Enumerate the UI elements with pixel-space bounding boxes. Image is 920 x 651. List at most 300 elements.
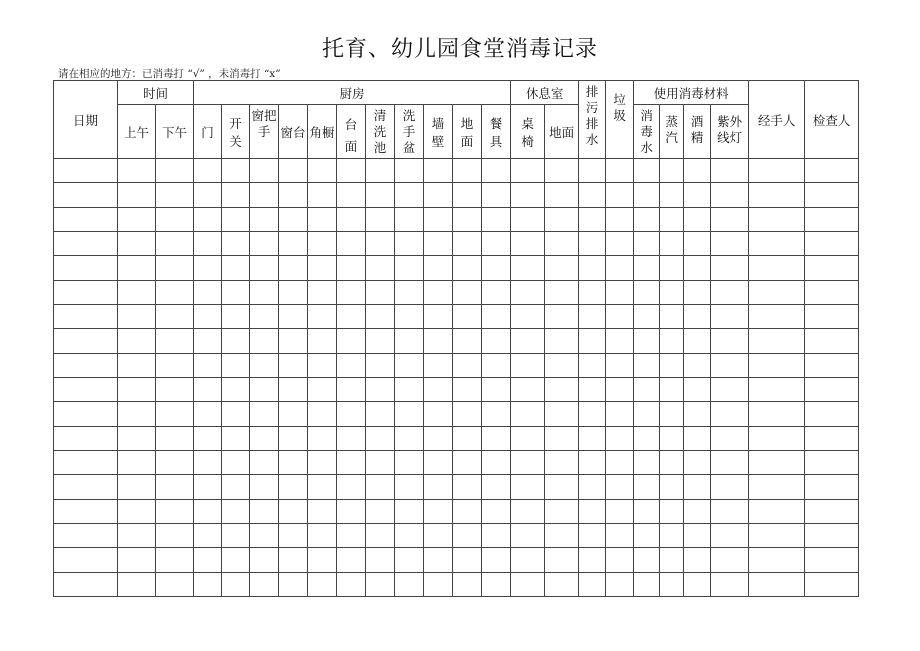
- record-cell[interactable]: [250, 183, 279, 207]
- record-cell[interactable]: [54, 159, 118, 183]
- record-cell[interactable]: [711, 548, 749, 572]
- record-cell[interactable]: [308, 426, 337, 450]
- record-cell[interactable]: [366, 304, 395, 328]
- record-cell[interactable]: [711, 353, 749, 377]
- record-cell[interactable]: [424, 523, 453, 547]
- record-cell[interactable]: [194, 499, 222, 523]
- record-cell[interactable]: [805, 572, 859, 596]
- record-cell[interactable]: [684, 402, 711, 426]
- record-cell[interactable]: [805, 548, 859, 572]
- record-cell[interactable]: [54, 304, 118, 328]
- record-cell[interactable]: [660, 256, 684, 280]
- record-cell[interactable]: [54, 353, 118, 377]
- record-cell[interactable]: [337, 329, 366, 353]
- record-cell[interactable]: [118, 329, 156, 353]
- record-cell[interactable]: [545, 377, 579, 401]
- record-cell[interactable]: [453, 329, 482, 353]
- record-cell[interactable]: [279, 207, 308, 231]
- record-cell[interactable]: [279, 450, 308, 474]
- record-cell[interactable]: [749, 450, 805, 474]
- record-cell[interactable]: [222, 304, 250, 328]
- record-cell[interactable]: [579, 304, 606, 328]
- record-cell[interactable]: [511, 329, 545, 353]
- record-cell[interactable]: [511, 256, 545, 280]
- record-cell[interactable]: [156, 353, 194, 377]
- record-cell[interactable]: [54, 426, 118, 450]
- record-cell[interactable]: [194, 450, 222, 474]
- record-cell[interactable]: [545, 304, 579, 328]
- record-cell[interactable]: [337, 548, 366, 572]
- record-cell[interactable]: [606, 523, 634, 547]
- record-cell[interactable]: [749, 523, 805, 547]
- record-cell[interactable]: [424, 256, 453, 280]
- record-cell[interactable]: [749, 207, 805, 231]
- record-cell[interactable]: [337, 572, 366, 596]
- record-cell[interactable]: [308, 256, 337, 280]
- record-cell[interactable]: [366, 499, 395, 523]
- record-cell[interactable]: [222, 377, 250, 401]
- record-cell[interactable]: [395, 256, 424, 280]
- record-cell[interactable]: [54, 450, 118, 474]
- record-cell[interactable]: [194, 377, 222, 401]
- record-cell[interactable]: [54, 572, 118, 596]
- record-cell[interactable]: [660, 159, 684, 183]
- record-cell[interactable]: [545, 402, 579, 426]
- record-cell[interactable]: [749, 280, 805, 304]
- record-cell[interactable]: [805, 231, 859, 255]
- record-cell[interactable]: [805, 377, 859, 401]
- record-cell[interactable]: [337, 450, 366, 474]
- record-cell[interactable]: [366, 280, 395, 304]
- record-cell[interactable]: [395, 231, 424, 255]
- record-cell[interactable]: [424, 231, 453, 255]
- record-cell[interactable]: [308, 499, 337, 523]
- record-cell[interactable]: [684, 450, 711, 474]
- record-cell[interactable]: [194, 304, 222, 328]
- record-cell[interactable]: [711, 256, 749, 280]
- record-cell[interactable]: [194, 183, 222, 207]
- record-cell[interactable]: [395, 183, 424, 207]
- record-cell[interactable]: [545, 207, 579, 231]
- record-cell[interactable]: [545, 256, 579, 280]
- record-cell[interactable]: [118, 426, 156, 450]
- record-cell[interactable]: [395, 402, 424, 426]
- record-cell[interactable]: [606, 256, 634, 280]
- record-cell[interactable]: [118, 450, 156, 474]
- record-cell[interactable]: [805, 329, 859, 353]
- record-cell[interactable]: [634, 475, 660, 499]
- record-cell[interactable]: [634, 548, 660, 572]
- record-cell[interactable]: [634, 353, 660, 377]
- record-cell[interactable]: [250, 304, 279, 328]
- record-cell[interactable]: [453, 548, 482, 572]
- record-cell[interactable]: [634, 499, 660, 523]
- record-cell[interactable]: [660, 450, 684, 474]
- record-cell[interactable]: [424, 426, 453, 450]
- record-cell[interactable]: [511, 450, 545, 474]
- record-cell[interactable]: [395, 329, 424, 353]
- record-cell[interactable]: [511, 523, 545, 547]
- record-cell[interactable]: [711, 426, 749, 450]
- record-cell[interactable]: [805, 207, 859, 231]
- record-cell[interactable]: [54, 231, 118, 255]
- record-cell[interactable]: [511, 159, 545, 183]
- record-cell[interactable]: [482, 450, 511, 474]
- record-cell[interactable]: [453, 572, 482, 596]
- record-cell[interactable]: [634, 159, 660, 183]
- record-cell[interactable]: [606, 475, 634, 499]
- record-cell[interactable]: [453, 280, 482, 304]
- record-cell[interactable]: [308, 353, 337, 377]
- record-cell[interactable]: [54, 377, 118, 401]
- record-cell[interactable]: [337, 499, 366, 523]
- record-cell[interactable]: [579, 329, 606, 353]
- record-cell[interactable]: [749, 572, 805, 596]
- record-cell[interactable]: [156, 402, 194, 426]
- record-cell[interactable]: [118, 256, 156, 280]
- record-cell[interactable]: [366, 402, 395, 426]
- record-cell[interactable]: [482, 231, 511, 255]
- record-cell[interactable]: [156, 183, 194, 207]
- record-cell[interactable]: [118, 304, 156, 328]
- record-cell[interactable]: [634, 377, 660, 401]
- record-cell[interactable]: [250, 402, 279, 426]
- record-cell[interactable]: [395, 426, 424, 450]
- record-cell[interactable]: [684, 353, 711, 377]
- record-cell[interactable]: [545, 548, 579, 572]
- record-cell[interactable]: [805, 183, 859, 207]
- record-cell[interactable]: [606, 426, 634, 450]
- record-cell[interactable]: [366, 329, 395, 353]
- record-cell[interactable]: [279, 231, 308, 255]
- record-cell[interactable]: [482, 207, 511, 231]
- record-cell[interactable]: [579, 207, 606, 231]
- record-cell[interactable]: [222, 402, 250, 426]
- record-cell[interactable]: [482, 256, 511, 280]
- record-cell[interactable]: [634, 304, 660, 328]
- record-cell[interactable]: [579, 377, 606, 401]
- record-cell[interactable]: [222, 280, 250, 304]
- record-cell[interactable]: [308, 183, 337, 207]
- record-cell[interactable]: [634, 207, 660, 231]
- record-cell[interactable]: [279, 377, 308, 401]
- record-cell[interactable]: [424, 304, 453, 328]
- record-cell[interactable]: [54, 402, 118, 426]
- record-cell[interactable]: [194, 329, 222, 353]
- record-cell[interactable]: [250, 426, 279, 450]
- record-cell[interactable]: [749, 402, 805, 426]
- record-cell[interactable]: [118, 159, 156, 183]
- record-cell[interactable]: [634, 426, 660, 450]
- record-cell[interactable]: [606, 207, 634, 231]
- record-cell[interactable]: [711, 231, 749, 255]
- record-cell[interactable]: [337, 183, 366, 207]
- record-cell[interactable]: [194, 231, 222, 255]
- record-cell[interactable]: [118, 548, 156, 572]
- record-cell[interactable]: [424, 377, 453, 401]
- record-cell[interactable]: [482, 304, 511, 328]
- record-cell[interactable]: [660, 207, 684, 231]
- record-cell[interactable]: [606, 329, 634, 353]
- record-cell[interactable]: [606, 159, 634, 183]
- record-cell[interactable]: [194, 475, 222, 499]
- record-cell[interactable]: [337, 231, 366, 255]
- record-cell[interactable]: [545, 572, 579, 596]
- record-cell[interactable]: [118, 207, 156, 231]
- record-cell[interactable]: [337, 523, 366, 547]
- record-cell[interactable]: [606, 572, 634, 596]
- record-cell[interactable]: [366, 207, 395, 231]
- record-cell[interactable]: [395, 548, 424, 572]
- record-cell[interactable]: [118, 523, 156, 547]
- record-cell[interactable]: [54, 183, 118, 207]
- record-cell[interactable]: [579, 548, 606, 572]
- record-cell[interactable]: [54, 207, 118, 231]
- record-cell[interactable]: [424, 499, 453, 523]
- record-cell[interactable]: [579, 402, 606, 426]
- record-cell[interactable]: [222, 353, 250, 377]
- record-cell[interactable]: [749, 426, 805, 450]
- record-cell[interactable]: [308, 548, 337, 572]
- record-cell[interactable]: [805, 402, 859, 426]
- record-cell[interactable]: [54, 499, 118, 523]
- record-cell[interactable]: [711, 207, 749, 231]
- record-cell[interactable]: [250, 329, 279, 353]
- record-cell[interactable]: [453, 450, 482, 474]
- record-cell[interactable]: [308, 572, 337, 596]
- record-cell[interactable]: [279, 304, 308, 328]
- record-cell[interactable]: [395, 159, 424, 183]
- record-cell[interactable]: [684, 572, 711, 596]
- record-cell[interactable]: [366, 231, 395, 255]
- record-cell[interactable]: [194, 402, 222, 426]
- record-cell[interactable]: [711, 572, 749, 596]
- record-cell[interactable]: [279, 572, 308, 596]
- record-cell[interactable]: [366, 353, 395, 377]
- record-cell[interactable]: [250, 572, 279, 596]
- record-cell[interactable]: [222, 329, 250, 353]
- record-cell[interactable]: [453, 304, 482, 328]
- record-cell[interactable]: [194, 353, 222, 377]
- record-cell[interactable]: [711, 402, 749, 426]
- record-cell[interactable]: [511, 426, 545, 450]
- record-cell[interactable]: [222, 450, 250, 474]
- record-cell[interactable]: [482, 377, 511, 401]
- record-cell[interactable]: [156, 572, 194, 596]
- record-cell[interactable]: [545, 231, 579, 255]
- record-cell[interactable]: [222, 159, 250, 183]
- record-cell[interactable]: [156, 304, 194, 328]
- record-cell[interactable]: [684, 231, 711, 255]
- record-cell[interactable]: [511, 207, 545, 231]
- record-cell[interactable]: [366, 256, 395, 280]
- record-cell[interactable]: [545, 499, 579, 523]
- record-cell[interactable]: [634, 329, 660, 353]
- record-cell[interactable]: [579, 499, 606, 523]
- record-cell[interactable]: [660, 572, 684, 596]
- record-cell[interactable]: [749, 256, 805, 280]
- record-cell[interactable]: [118, 475, 156, 499]
- record-cell[interactable]: [54, 280, 118, 304]
- record-cell[interactable]: [337, 207, 366, 231]
- record-cell[interactable]: [805, 280, 859, 304]
- record-cell[interactable]: [684, 548, 711, 572]
- record-cell[interactable]: [222, 183, 250, 207]
- record-cell[interactable]: [156, 548, 194, 572]
- record-cell[interactable]: [606, 450, 634, 474]
- record-cell[interactable]: [805, 475, 859, 499]
- record-cell[interactable]: [194, 523, 222, 547]
- record-cell[interactable]: [482, 329, 511, 353]
- record-cell[interactable]: [395, 572, 424, 596]
- record-cell[interactable]: [395, 353, 424, 377]
- record-cell[interactable]: [606, 548, 634, 572]
- record-cell[interactable]: [308, 377, 337, 401]
- record-cell[interactable]: [194, 280, 222, 304]
- record-cell[interactable]: [222, 548, 250, 572]
- record-cell[interactable]: [684, 523, 711, 547]
- record-cell[interactable]: [684, 377, 711, 401]
- record-cell[interactable]: [337, 402, 366, 426]
- record-cell[interactable]: [337, 377, 366, 401]
- record-cell[interactable]: [545, 280, 579, 304]
- record-cell[interactable]: [545, 353, 579, 377]
- record-cell[interactable]: [482, 280, 511, 304]
- record-cell[interactable]: [366, 183, 395, 207]
- record-cell[interactable]: [660, 304, 684, 328]
- record-cell[interactable]: [308, 280, 337, 304]
- record-cell[interactable]: [482, 402, 511, 426]
- record-cell[interactable]: [805, 523, 859, 547]
- record-cell[interactable]: [54, 523, 118, 547]
- record-cell[interactable]: [749, 304, 805, 328]
- record-cell[interactable]: [805, 353, 859, 377]
- record-cell[interactable]: [453, 183, 482, 207]
- record-cell[interactable]: [337, 256, 366, 280]
- record-cell[interactable]: [660, 280, 684, 304]
- record-cell[interactable]: [545, 183, 579, 207]
- record-cell[interactable]: [634, 183, 660, 207]
- record-cell[interactable]: [511, 402, 545, 426]
- record-cell[interactable]: [482, 548, 511, 572]
- record-cell[interactable]: [579, 450, 606, 474]
- record-cell[interactable]: [660, 329, 684, 353]
- record-cell[interactable]: [634, 450, 660, 474]
- record-cell[interactable]: [279, 159, 308, 183]
- record-cell[interactable]: [749, 377, 805, 401]
- record-cell[interactable]: [711, 450, 749, 474]
- record-cell[interactable]: [118, 499, 156, 523]
- record-cell[interactable]: [156, 450, 194, 474]
- record-cell[interactable]: [250, 280, 279, 304]
- record-cell[interactable]: [711, 304, 749, 328]
- record-cell[interactable]: [118, 183, 156, 207]
- record-cell[interactable]: [337, 475, 366, 499]
- record-cell[interactable]: [194, 256, 222, 280]
- record-cell[interactable]: [711, 499, 749, 523]
- record-cell[interactable]: [395, 304, 424, 328]
- record-cell[interactable]: [250, 353, 279, 377]
- record-cell[interactable]: [684, 426, 711, 450]
- record-cell[interactable]: [250, 377, 279, 401]
- record-cell[interactable]: [156, 329, 194, 353]
- record-cell[interactable]: [308, 450, 337, 474]
- record-cell[interactable]: [749, 231, 805, 255]
- record-cell[interactable]: [395, 280, 424, 304]
- record-cell[interactable]: [118, 572, 156, 596]
- record-cell[interactable]: [308, 207, 337, 231]
- record-cell[interactable]: [453, 475, 482, 499]
- record-cell[interactable]: [279, 280, 308, 304]
- record-cell[interactable]: [805, 450, 859, 474]
- record-cell[interactable]: [194, 207, 222, 231]
- record-cell[interactable]: [222, 572, 250, 596]
- record-cell[interactable]: [660, 426, 684, 450]
- record-cell[interactable]: [424, 402, 453, 426]
- record-cell[interactable]: [684, 499, 711, 523]
- record-cell[interactable]: [54, 329, 118, 353]
- record-cell[interactable]: [579, 475, 606, 499]
- record-cell[interactable]: [606, 280, 634, 304]
- record-cell[interactable]: [395, 377, 424, 401]
- record-cell[interactable]: [805, 256, 859, 280]
- record-cell[interactable]: [424, 159, 453, 183]
- record-cell[interactable]: [660, 231, 684, 255]
- record-cell[interactable]: [308, 231, 337, 255]
- record-cell[interactable]: [482, 426, 511, 450]
- record-cell[interactable]: [424, 207, 453, 231]
- record-cell[interactable]: [684, 304, 711, 328]
- record-cell[interactable]: [118, 377, 156, 401]
- record-cell[interactable]: [337, 353, 366, 377]
- record-cell[interactable]: [366, 475, 395, 499]
- record-cell[interactable]: [606, 499, 634, 523]
- record-cell[interactable]: [118, 231, 156, 255]
- record-cell[interactable]: [366, 548, 395, 572]
- record-cell[interactable]: [545, 159, 579, 183]
- record-cell[interactable]: [579, 159, 606, 183]
- record-cell[interactable]: [579, 572, 606, 596]
- record-cell[interactable]: [606, 304, 634, 328]
- record-cell[interactable]: [606, 402, 634, 426]
- record-cell[interactable]: [424, 353, 453, 377]
- record-cell[interactable]: [749, 159, 805, 183]
- record-cell[interactable]: [279, 402, 308, 426]
- record-cell[interactable]: [482, 499, 511, 523]
- record-cell[interactable]: [453, 256, 482, 280]
- record-cell[interactable]: [711, 280, 749, 304]
- record-cell[interactable]: [711, 329, 749, 353]
- record-cell[interactable]: [579, 353, 606, 377]
- record-cell[interactable]: [453, 402, 482, 426]
- record-cell[interactable]: [453, 426, 482, 450]
- record-cell[interactable]: [511, 231, 545, 255]
- record-cell[interactable]: [194, 159, 222, 183]
- record-cell[interactable]: [511, 499, 545, 523]
- record-cell[interactable]: [545, 523, 579, 547]
- record-cell[interactable]: [453, 207, 482, 231]
- record-cell[interactable]: [337, 426, 366, 450]
- record-cell[interactable]: [684, 256, 711, 280]
- record-cell[interactable]: [250, 159, 279, 183]
- record-cell[interactable]: [250, 499, 279, 523]
- record-cell[interactable]: [395, 450, 424, 474]
- record-cell[interactable]: [118, 402, 156, 426]
- record-cell[interactable]: [660, 523, 684, 547]
- record-cell[interactable]: [366, 426, 395, 450]
- record-cell[interactable]: [711, 183, 749, 207]
- record-cell[interactable]: [222, 231, 250, 255]
